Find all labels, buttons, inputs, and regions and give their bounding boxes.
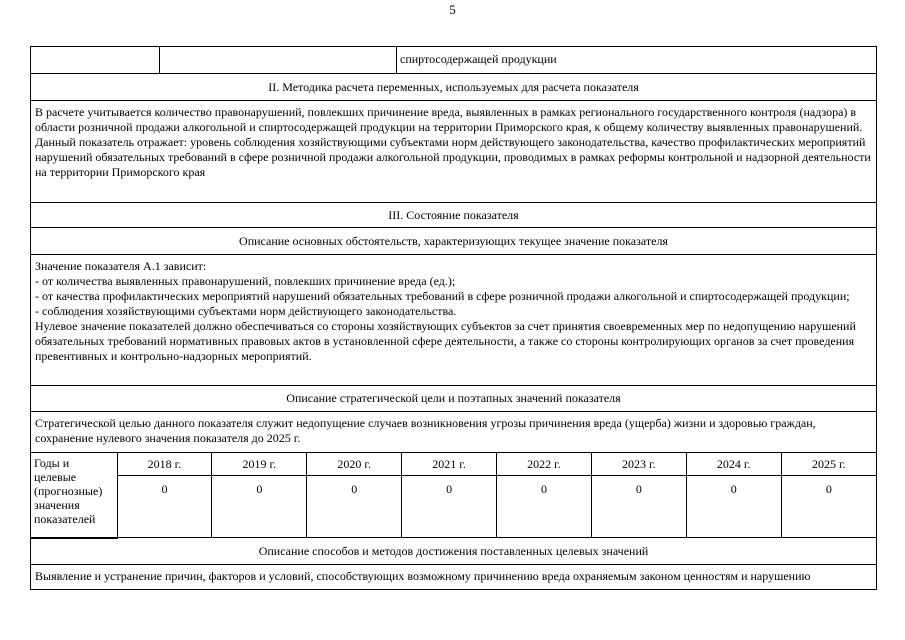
circumstances-heading: Описание основных обстоятельств, характеризующих текущее значение показателя (31, 228, 876, 255)
value-cell: 0 (591, 476, 686, 539)
circumstances-line-3: - от качества профилактических мероприятий нарушений обязательных требований в сфере розничной продажи алкогольной и спиртосодержащей продукции; (35, 289, 850, 303)
values-row (31, 476, 876, 539)
strategic-body (31, 412, 876, 453)
year-cell: 2019 г. (212, 453, 307, 476)
years-header-row (31, 453, 876, 476)
page-number: 5 (449, 2, 456, 17)
circumstances-line-5: Нулевое значение показателей должно обеспечиваться со стороны хозяйствующих субъектов за счет принятия своевременных мер по недопущению нарушений обязательных требований нормативных правовых актов в установленной сфере деятельности, а также со стороны контролирующих органов за счет проведения превентивных и контрольно-надзорных мероприятий. (35, 319, 856, 363)
year-cell: 2021 г. (402, 453, 497, 476)
years-table-row (31, 453, 876, 538)
value-cell: 0 (212, 476, 307, 539)
circumstances-line-1: Значение показателя А.1 зависит: (35, 259, 207, 273)
top-row (31, 47, 876, 74)
years-values-table (31, 453, 876, 539)
strategic-text: Стратегической целью данного показателя служит недопущение случаев возникновения угрозы причинения вреда (ущерба) жизни и здоровью граждан, сохранение нулевого значения показателя до 2025 г. (35, 416, 816, 445)
top-row-text: спиртосодержащей продукции (400, 52, 557, 66)
year-cell: 2024 г. (686, 453, 781, 476)
methods-body (31, 565, 876, 589)
years-label: Годы и целевые (прогнозные) значения показателей (31, 453, 117, 538)
year-cell: 2018 г. (117, 453, 212, 476)
top-row-cell-empty-2 (160, 47, 397, 73)
value-cell: 0 (686, 476, 781, 539)
value-cell: 0 (497, 476, 592, 539)
year-cell: 2025 г. (781, 453, 876, 476)
circumstances-body (31, 255, 876, 386)
section2-heading: II. Методика расчета переменных, используемых для расчета показателя (31, 74, 876, 101)
indicator-table (30, 46, 877, 590)
strategic-heading: Описание стратегической цели и поэтапных значений показателя (31, 386, 876, 412)
value-cell: 0 (307, 476, 402, 539)
section2-paragraph-1: В расчете учитывается количество правонарушений, повлекших причинение вреда, выявленных в рамках регионального государственного контроля (надзора) в области розничной продажи алкогольной и спиртосодержащей продукции на территории Приморского края, к общему количеству выявленных правонарушений. (35, 105, 863, 134)
section2-paragraph-2: Данный показатель отражает: уровень соблюдения хозяйствующими субъектами норм действующего законодательства, качество профилактических мероприятий нарушений обязательных требований в сфере розничной продажи алкогольной продукции, проводимых в рамках реформы контрольной и надзорной деятельности на территории Приморского края (35, 135, 871, 179)
year-cell: 2022 г. (497, 453, 592, 476)
value-cell: 0 (117, 476, 212, 539)
circumstances-line-2: - от количества выявленных правонарушений, повлекших причинение вреда (ед.); (35, 274, 456, 288)
year-cell: 2023 г. (591, 453, 686, 476)
methods-heading: Описание способов и методов достижения поставленных целевых значений (31, 538, 876, 565)
methods-text: Выявление и устранение причин, факторов и условий, способствующих возможному причинению вреда охраняемым законом ценностям и нарушению (35, 569, 811, 583)
value-cell: 0 (402, 476, 497, 539)
value-cell: 0 (825, 482, 832, 496)
section2-body (31, 101, 876, 203)
top-row-cell-empty-1 (31, 47, 160, 73)
year-cell: 2020 г. (307, 453, 402, 476)
circumstances-line-4: - соблюдения хозяйствующими субъектами норм действующего законодательства. (35, 304, 457, 318)
section3-heading: III. Состояние показателя (31, 203, 876, 228)
